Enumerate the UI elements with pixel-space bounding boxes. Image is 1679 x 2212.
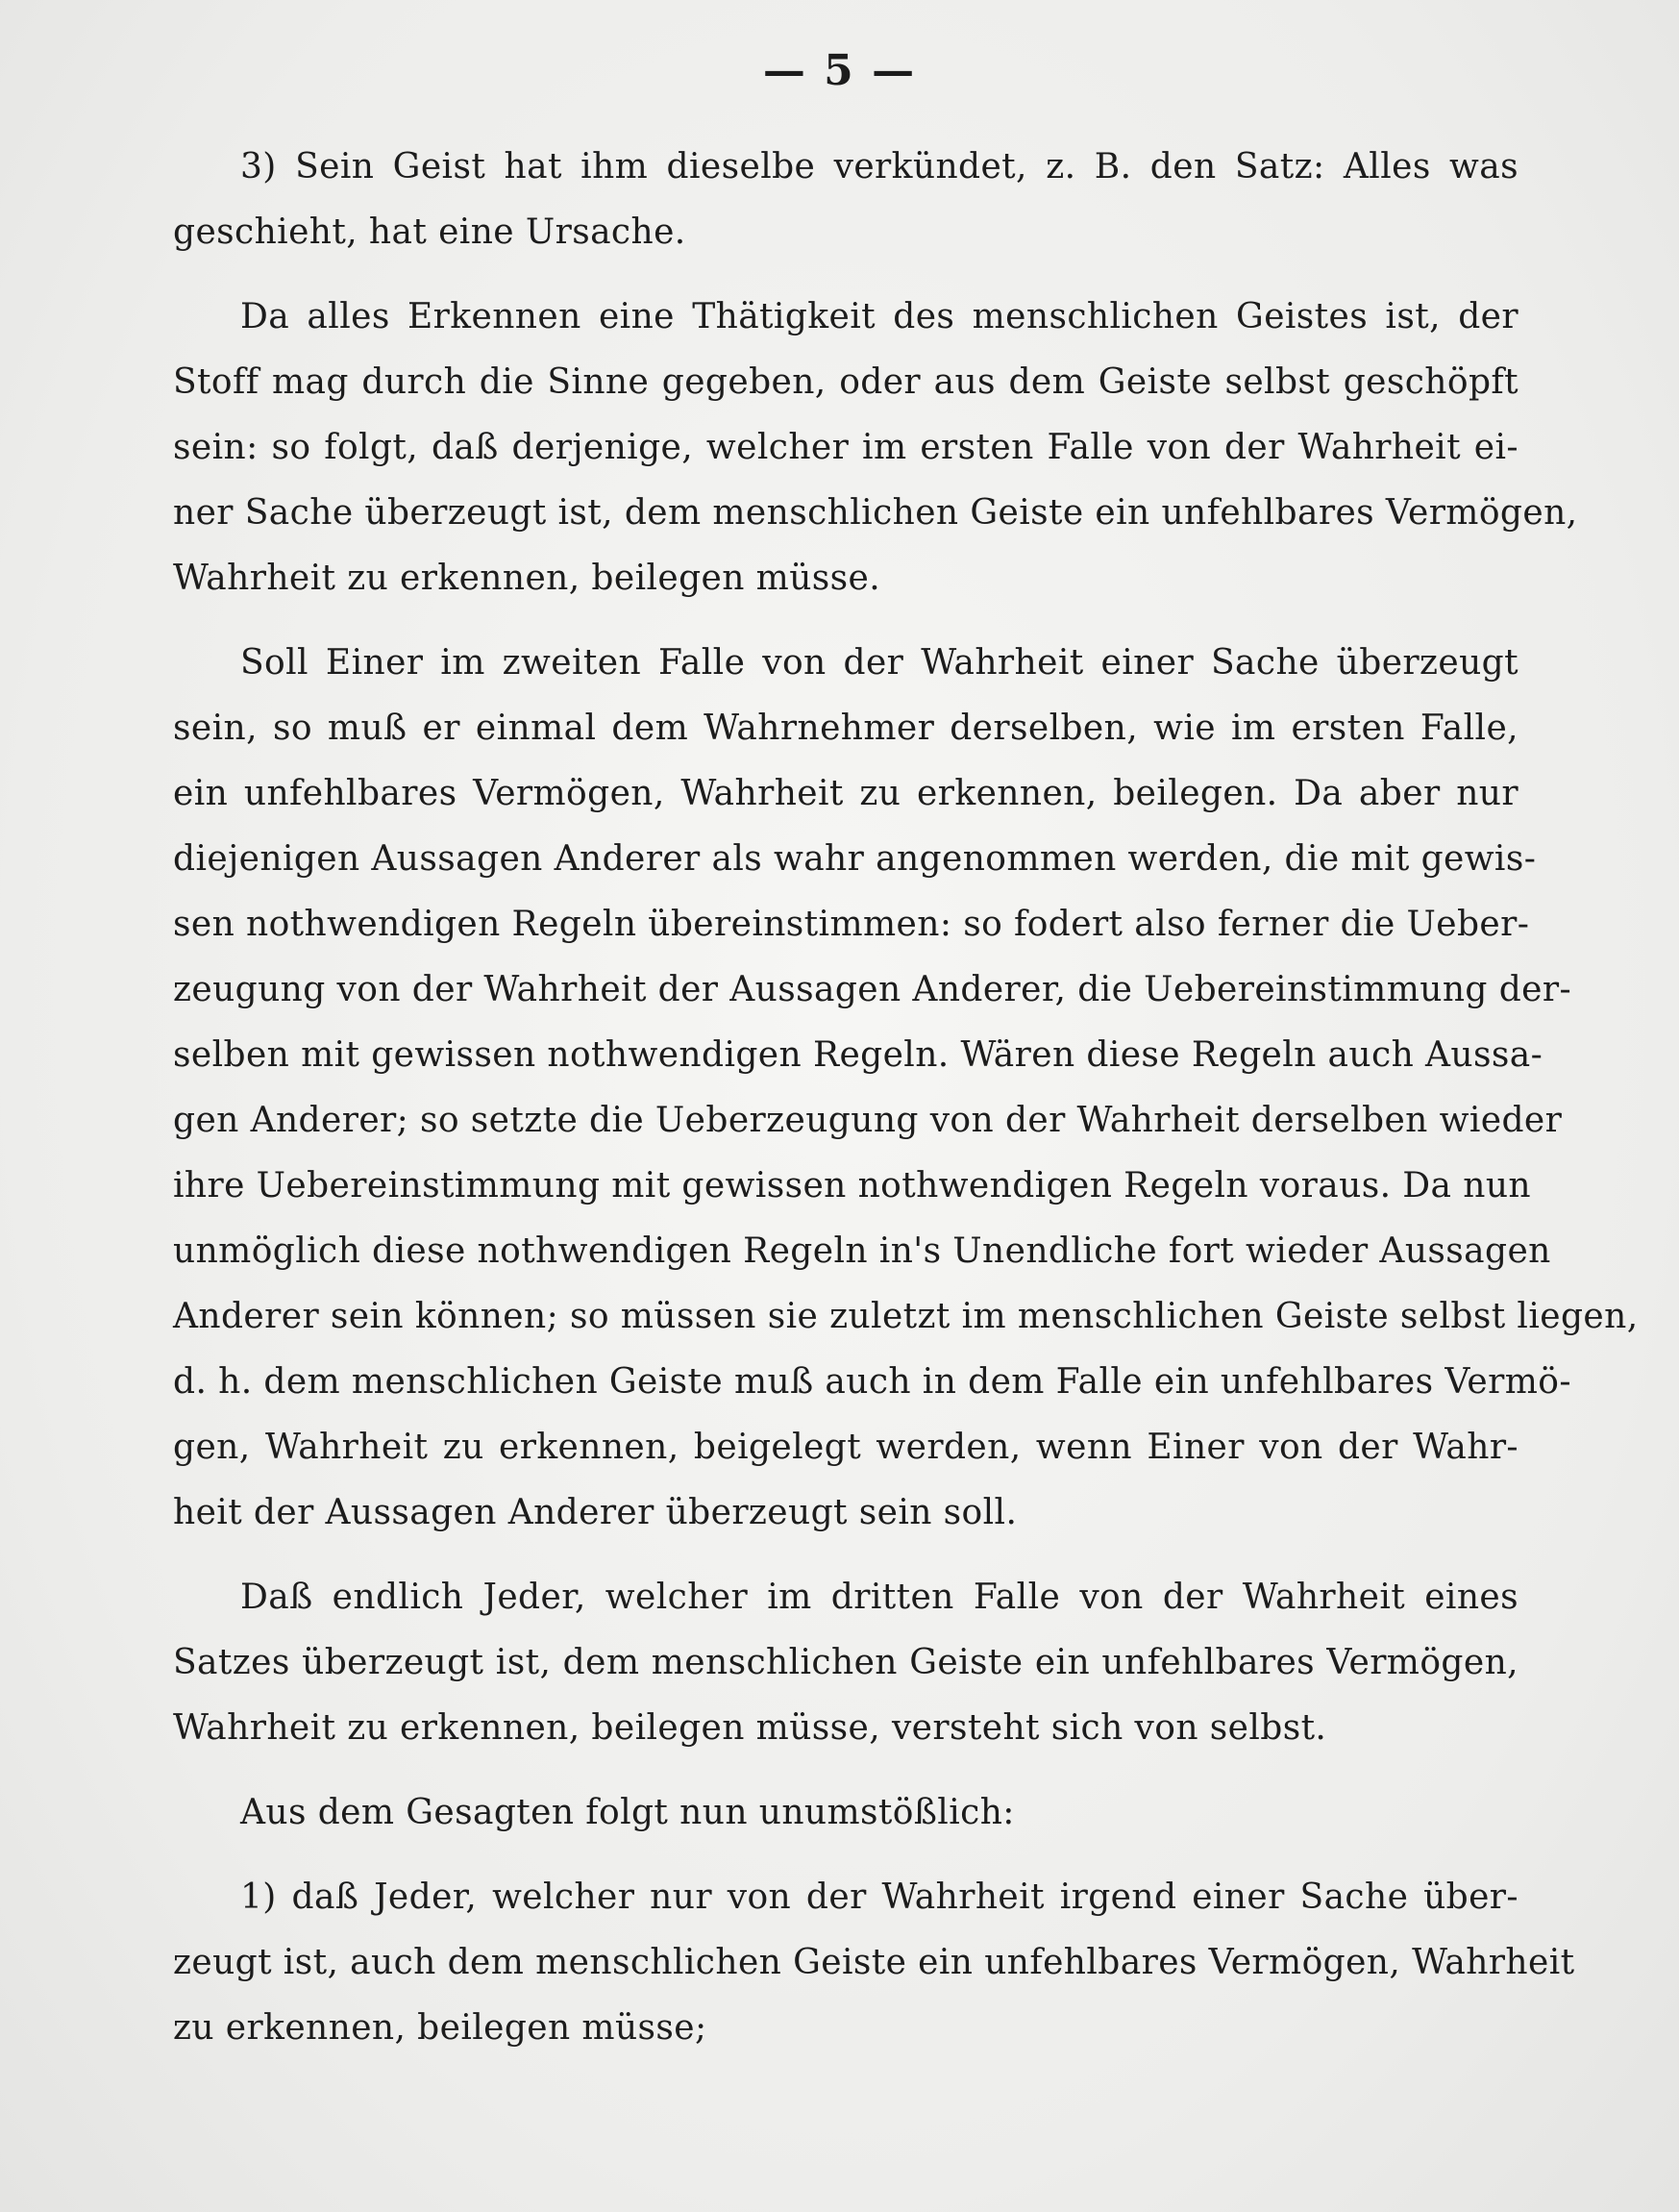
text-line: ein unfehlbares Vermögen, Wahrheit zu erkennen, beilegen. Da aber nur [173,774,1519,813]
text-line: Satzes überzeugt ist, dem menschlichen Geiste ein unfehlbares Vermögen, [173,1643,1519,1682]
text-line: geschieht, hat eine Ursache. [173,212,686,252]
text-line: d. h. dem menschlichen Geiste muß auch in dem Falle ein unfehlbares Vermö- [173,1362,1571,1402]
text-line: selben mit gewissen nothwendigen Regeln. Wären diese Regeln auch Aussa- [173,1035,1543,1075]
text-line: sein, so muß er einmal dem Wahrnehmer derselben, wie im ersten Falle, [173,708,1519,748]
text-line: ihre Uebereinstimmung mit gewissen nothwendigen Regeln voraus. Da nun [173,1166,1531,1205]
paragraph [173,1780,1519,1846]
text-line: Anderer sein können; so müssen sie zuletzt im menschlichen Geiste selbst liegen, [173,1297,1639,1336]
text-line: Aus dem Gesagten folgt nun unumstößlich: [240,1793,1015,1832]
text-line: Stoff mag durch die Sinne gegeben, oder aus dem Geiste selbst geschöpft [173,362,1519,402]
text-line: 3) Sein Geist hat ihm dieselbe verkündet, z. B. den Satz: Alles was [240,147,1519,186]
text-line: heit der Aussagen Anderer überzeugt sein soll. [173,1493,1018,1532]
page-number: — 5 — [762,46,917,95]
text-line: gen Anderer; so setzte die Ueberzeugung von der Wahrheit derselben wieder [173,1101,1563,1140]
body-text [173,135,1639,2080]
paragraph [173,1565,1519,1761]
text-line: 1) daß Jeder, welcher nur von der Wahrheit irgend einer Sache über- [240,1877,1519,1917]
text-line: gen, Wahrheit zu erkennen, beigelegt werden, wenn Einer von der Wahr- [173,1428,1519,1467]
paragraph [173,135,1519,265]
text-line: diejenigen Aussagen Anderer als wahr angenommen werden, die mit gewis- [173,839,1537,879]
text-line: Wahrheit zu erkennen, beilegen müsse, versteht sich von selbst. [173,1708,1327,1748]
text-line: sen nothwendigen Regeln übereinstimmen: so fodert also ferner die Ueber- [173,905,1530,944]
paragraph [173,631,1639,1546]
text-line: Soll Einer im zweiten Falle von der Wahrheit einer Sache überzeugt [240,643,1519,683]
text-line: Wahrheit zu erkennen, beilegen müsse. [173,559,881,598]
text-line: Da alles Erkennen eine Thätigkeit des menschlichen Geistes ist, der [240,297,1519,336]
text-line: unmöglich diese nothwendigen Regeln in's Unendliche fort wieder Aussagen [173,1231,1551,1271]
paragraph [173,1865,1575,2061]
paragraph [173,285,1578,611]
text-line: sein: so folgt, daß derjenige, welcher im ersten Falle von der Wahrheit ei- [173,428,1519,467]
text-line: zeugt ist, auch dem menschlichen Geiste ein unfehlbares Vermögen, Wahrheit [173,1943,1575,1982]
text-line: Daß endlich Jeder, welcher im dritten Falle von der Wahrheit eines [240,1578,1519,1617]
text-line: zu erkennen, beilegen müsse; [173,2008,707,2048]
text-line: zeugung von der Wahrheit der Aussagen Anderer, die Uebereinstimmung der- [173,970,1572,1009]
text-line: ner Sache überzeugt ist, dem menschlichen Geiste ein unfehlbares Vermögen, [173,493,1578,533]
